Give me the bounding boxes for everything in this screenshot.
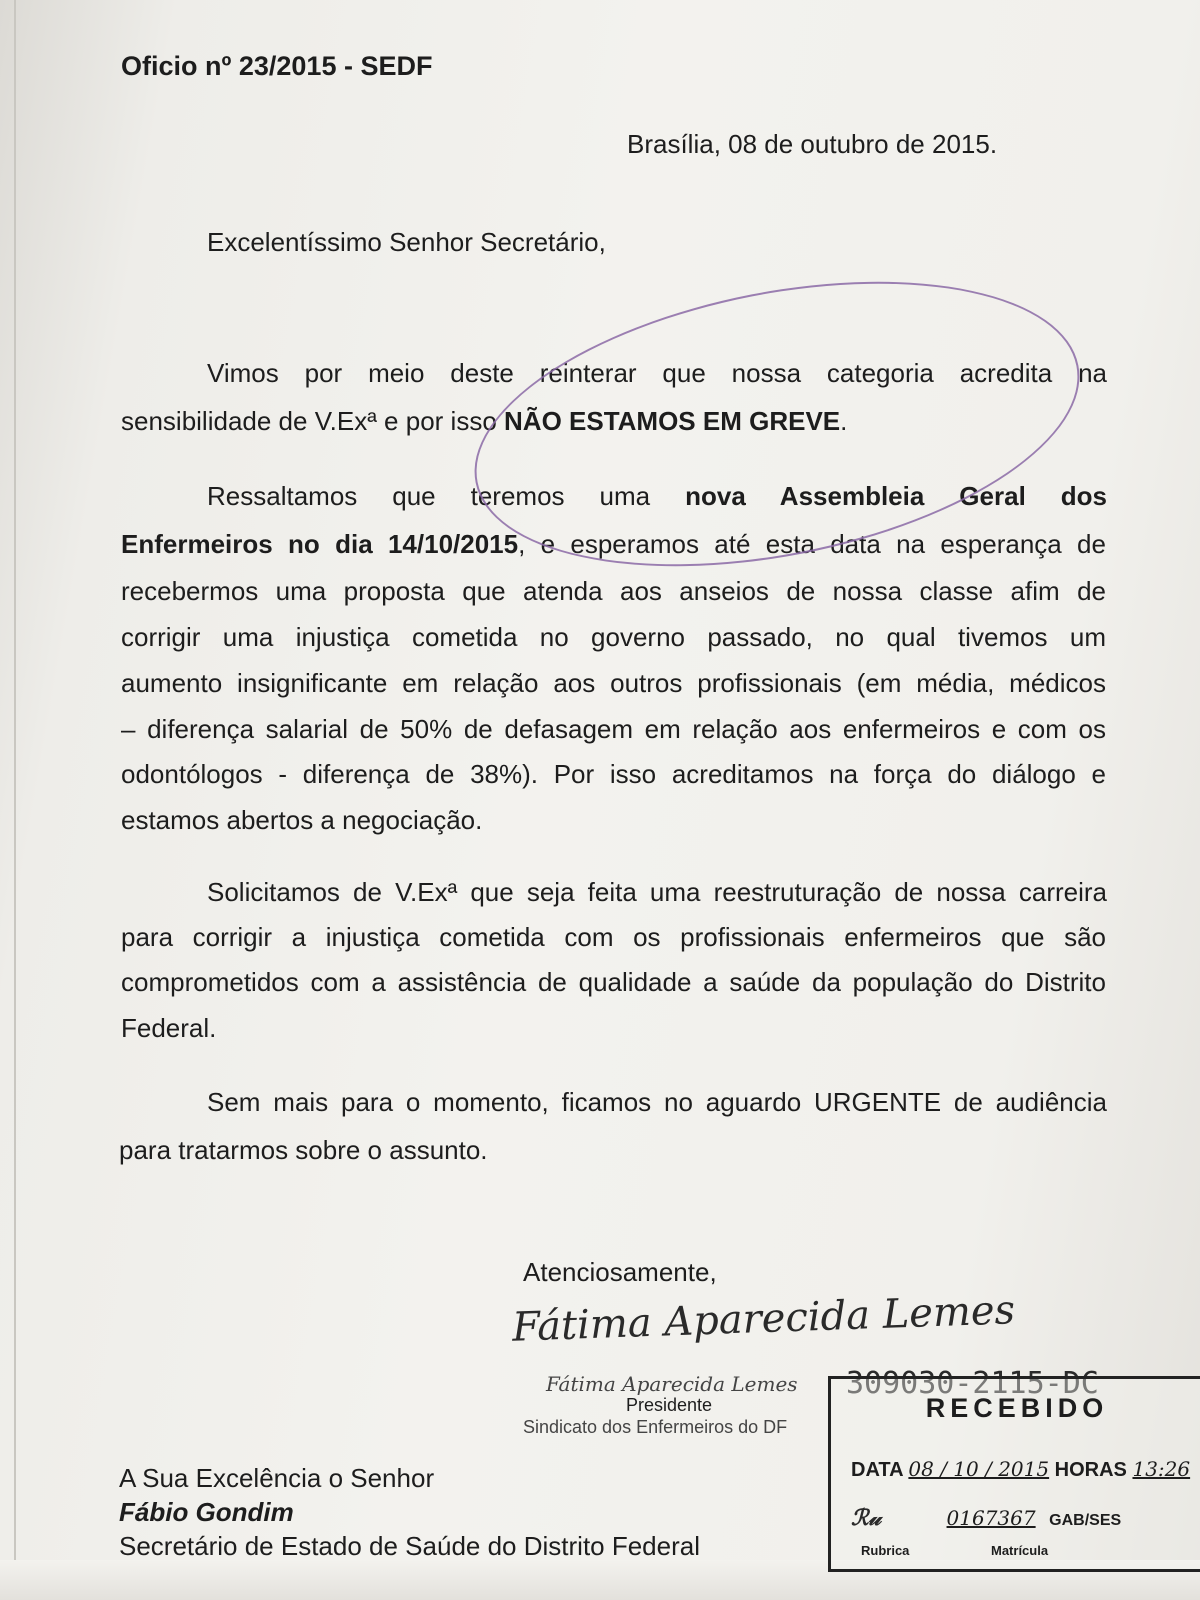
paragraph4-line2: para tratarmos sobre o assunto. bbox=[119, 1135, 488, 1165]
stamp-date-line bbox=[851, 1457, 1190, 1482]
paragraph2-line8: estamos abertos a negociação. bbox=[121, 805, 483, 835]
paragraph3-line1: Solicitamos de V.Exª que seja feita uma reestruturação de nossa carreira bbox=[207, 877, 1107, 907]
paragraph2-line3: recebermos uma proposta que atenda aos anseios de nossa classe afim de bbox=[121, 576, 1106, 606]
closing: Atenciosamente, bbox=[523, 1257, 717, 1287]
stamp-rubrica-scribble: ℛ𝓊 bbox=[851, 1505, 881, 1531]
paragraph3-line3: comprometidos com a assistência de qualidade a saúde da população do Distrito bbox=[121, 967, 1106, 997]
recipient-title: Secretário de Estado de Saúde do Distrito Federal bbox=[119, 1531, 701, 1561]
paragraph3-line2: para corrigir a injustiça cometida com os profissionais enfermeiros que são bbox=[121, 922, 1106, 952]
stamp-matricula-label: Matrícula bbox=[991, 1543, 1049, 1558]
signature-stamp-name: Fátima Aparecida Lemes bbox=[546, 1372, 798, 1396]
place-date: Brasília, 08 de outubro de 2015. bbox=[627, 129, 998, 159]
signature-org: Sindicato dos Enfermeiros do DF bbox=[523, 1417, 788, 1437]
salutation: Excelentíssimo Senhor Secretário, bbox=[207, 227, 606, 257]
handwritten-signature: Fátima Aparecida Lemes bbox=[511, 1287, 1016, 1351]
paragraph3-line4: Federal. bbox=[121, 1013, 217, 1043]
oficio-header: Oficio nº 23/2015 - SEDF bbox=[121, 51, 433, 81]
paragraph2-line7: odontólogos - diferença de 38%). Por isso acreditamos na força do diálogo e bbox=[121, 759, 1106, 789]
paper-edge bbox=[14, 0, 16, 1600]
stamp-date-value: 08 / 10 / 2015 bbox=[908, 1457, 1050, 1481]
stamp-horas-value: 13:26 bbox=[1132, 1457, 1191, 1481]
paragraph2-line2-text: , e esperamos até esta data na esperança de bbox=[518, 529, 1106, 559]
stamp-matricula-value: 0167367 bbox=[946, 1506, 1036, 1530]
paragraph1-line2-end: . bbox=[840, 406, 848, 436]
assembly-date: Enfermeiros no dia 14/10/2015 bbox=[121, 529, 519, 559]
paragraph2-line1-text: Ressaltamos que teremos uma bbox=[207, 481, 686, 511]
stamp-title: RECEBIDO bbox=[925, 1393, 1109, 1423]
protocol-number: 309030-2115-DC bbox=[846, 1366, 1099, 1401]
paragraph1-line2-text: sensibilidade de V.Exª e por isso bbox=[121, 406, 505, 436]
signature-role: Presidente bbox=[626, 1395, 713, 1415]
paragraph1-line1: Vimos por meio deste reinterar que nossa categoria acredita na bbox=[207, 358, 1107, 388]
stamp-rubrica-line bbox=[851, 1505, 1121, 1531]
recipient-name: Fábio Gondim bbox=[119, 1497, 294, 1527]
paragraph2-line5: aumento insignificante em relação aos outros profissionais (em média, médicos bbox=[121, 668, 1106, 698]
paragraph2-line1-bold: nova Assembleia Geral dos bbox=[685, 481, 1107, 511]
paragraph2-line4: corrigir uma injustiça cometida no governo passado, no qual tivemos um bbox=[121, 622, 1106, 652]
recipient-line1: A Sua Excelência o Senhor bbox=[119, 1463, 435, 1493]
stamp-rubrica-label: Rubrica bbox=[861, 1543, 910, 1558]
stamp-gab-label: GAB/SES bbox=[1049, 1512, 1122, 1529]
paragraph4-line1: Sem mais para o momento, ficamos no aguardo URGENTE de audiência bbox=[207, 1087, 1107, 1117]
paragraph2-line6: – diferença salarial de 50% de defasagem em relação aos enfermeiros e com os bbox=[121, 714, 1106, 744]
received-stamp bbox=[828, 1376, 1200, 1572]
stamp-horas-label: HORAS bbox=[1054, 1459, 1127, 1481]
stamp-data-label: DATA bbox=[851, 1459, 903, 1481]
strike-statement: NÃO ESTAMOS EM GREVE bbox=[504, 406, 841, 436]
